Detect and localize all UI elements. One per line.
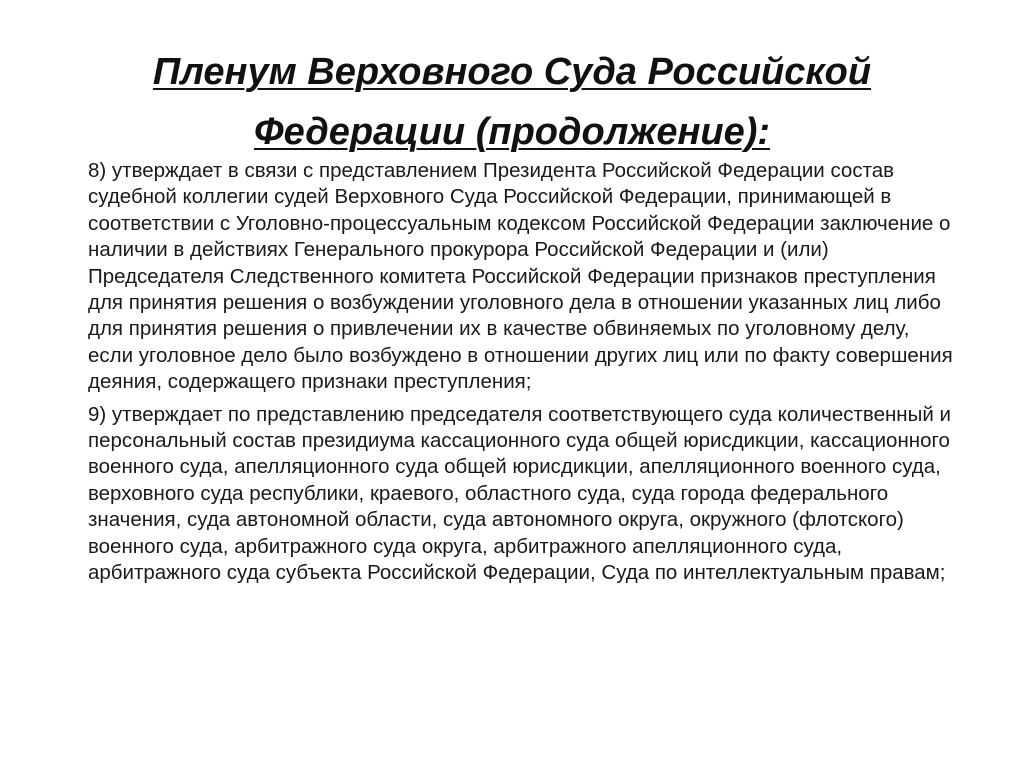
paragraph-item-9: 9) утверждает по представлению председателя соответствующего суда количественный и персональный состав президиума кассационного суда общей юрисдикции, кассационного военного суда, апелляционного суда общей юрисдикции, апелляционного военного суда, верховного суда республики, краевого, областного суда, суда города федерального значения, суда автономной области, суда автономного округа, окружного (флотского) военного суда, арбитражного суда округа, арбитражного апелляционного суда, арбитражного суда субъекта Российской Федерации, Суда по интеллектуальным правам; — [88, 402, 951, 585]
slide-body — [88, 158, 958, 593]
slide-title — [60, 42, 964, 162]
paragraph-item-8: 8) утверждает в связи с представлением Президента Российской Федерации состав судебной коллегии судей Верховного Суда Российской Федерации, принимающей в соответствии с Уголовно-процессуальным кодексом Российской Федерации заключение о наличии в действиях Генерального прокурора Российской Федерации и (или) Председателя Следственного комитета Российской Федерации признаков преступления для принятия решения о возбуждении уголовного дела в отношении указанных лиц либо для принятия решения о привлечении их в качестве обвиняемых по уголовному делу, если уголовное дело было возбуждено в отношении других лиц или по факту совершения деяния, содержащего признаки преступления; — [88, 159, 953, 394]
title-line-1: Пленум Верховного Суда Российской — [152, 51, 872, 93]
title-line-2: Федерации (продолжение): — [253, 111, 771, 153]
